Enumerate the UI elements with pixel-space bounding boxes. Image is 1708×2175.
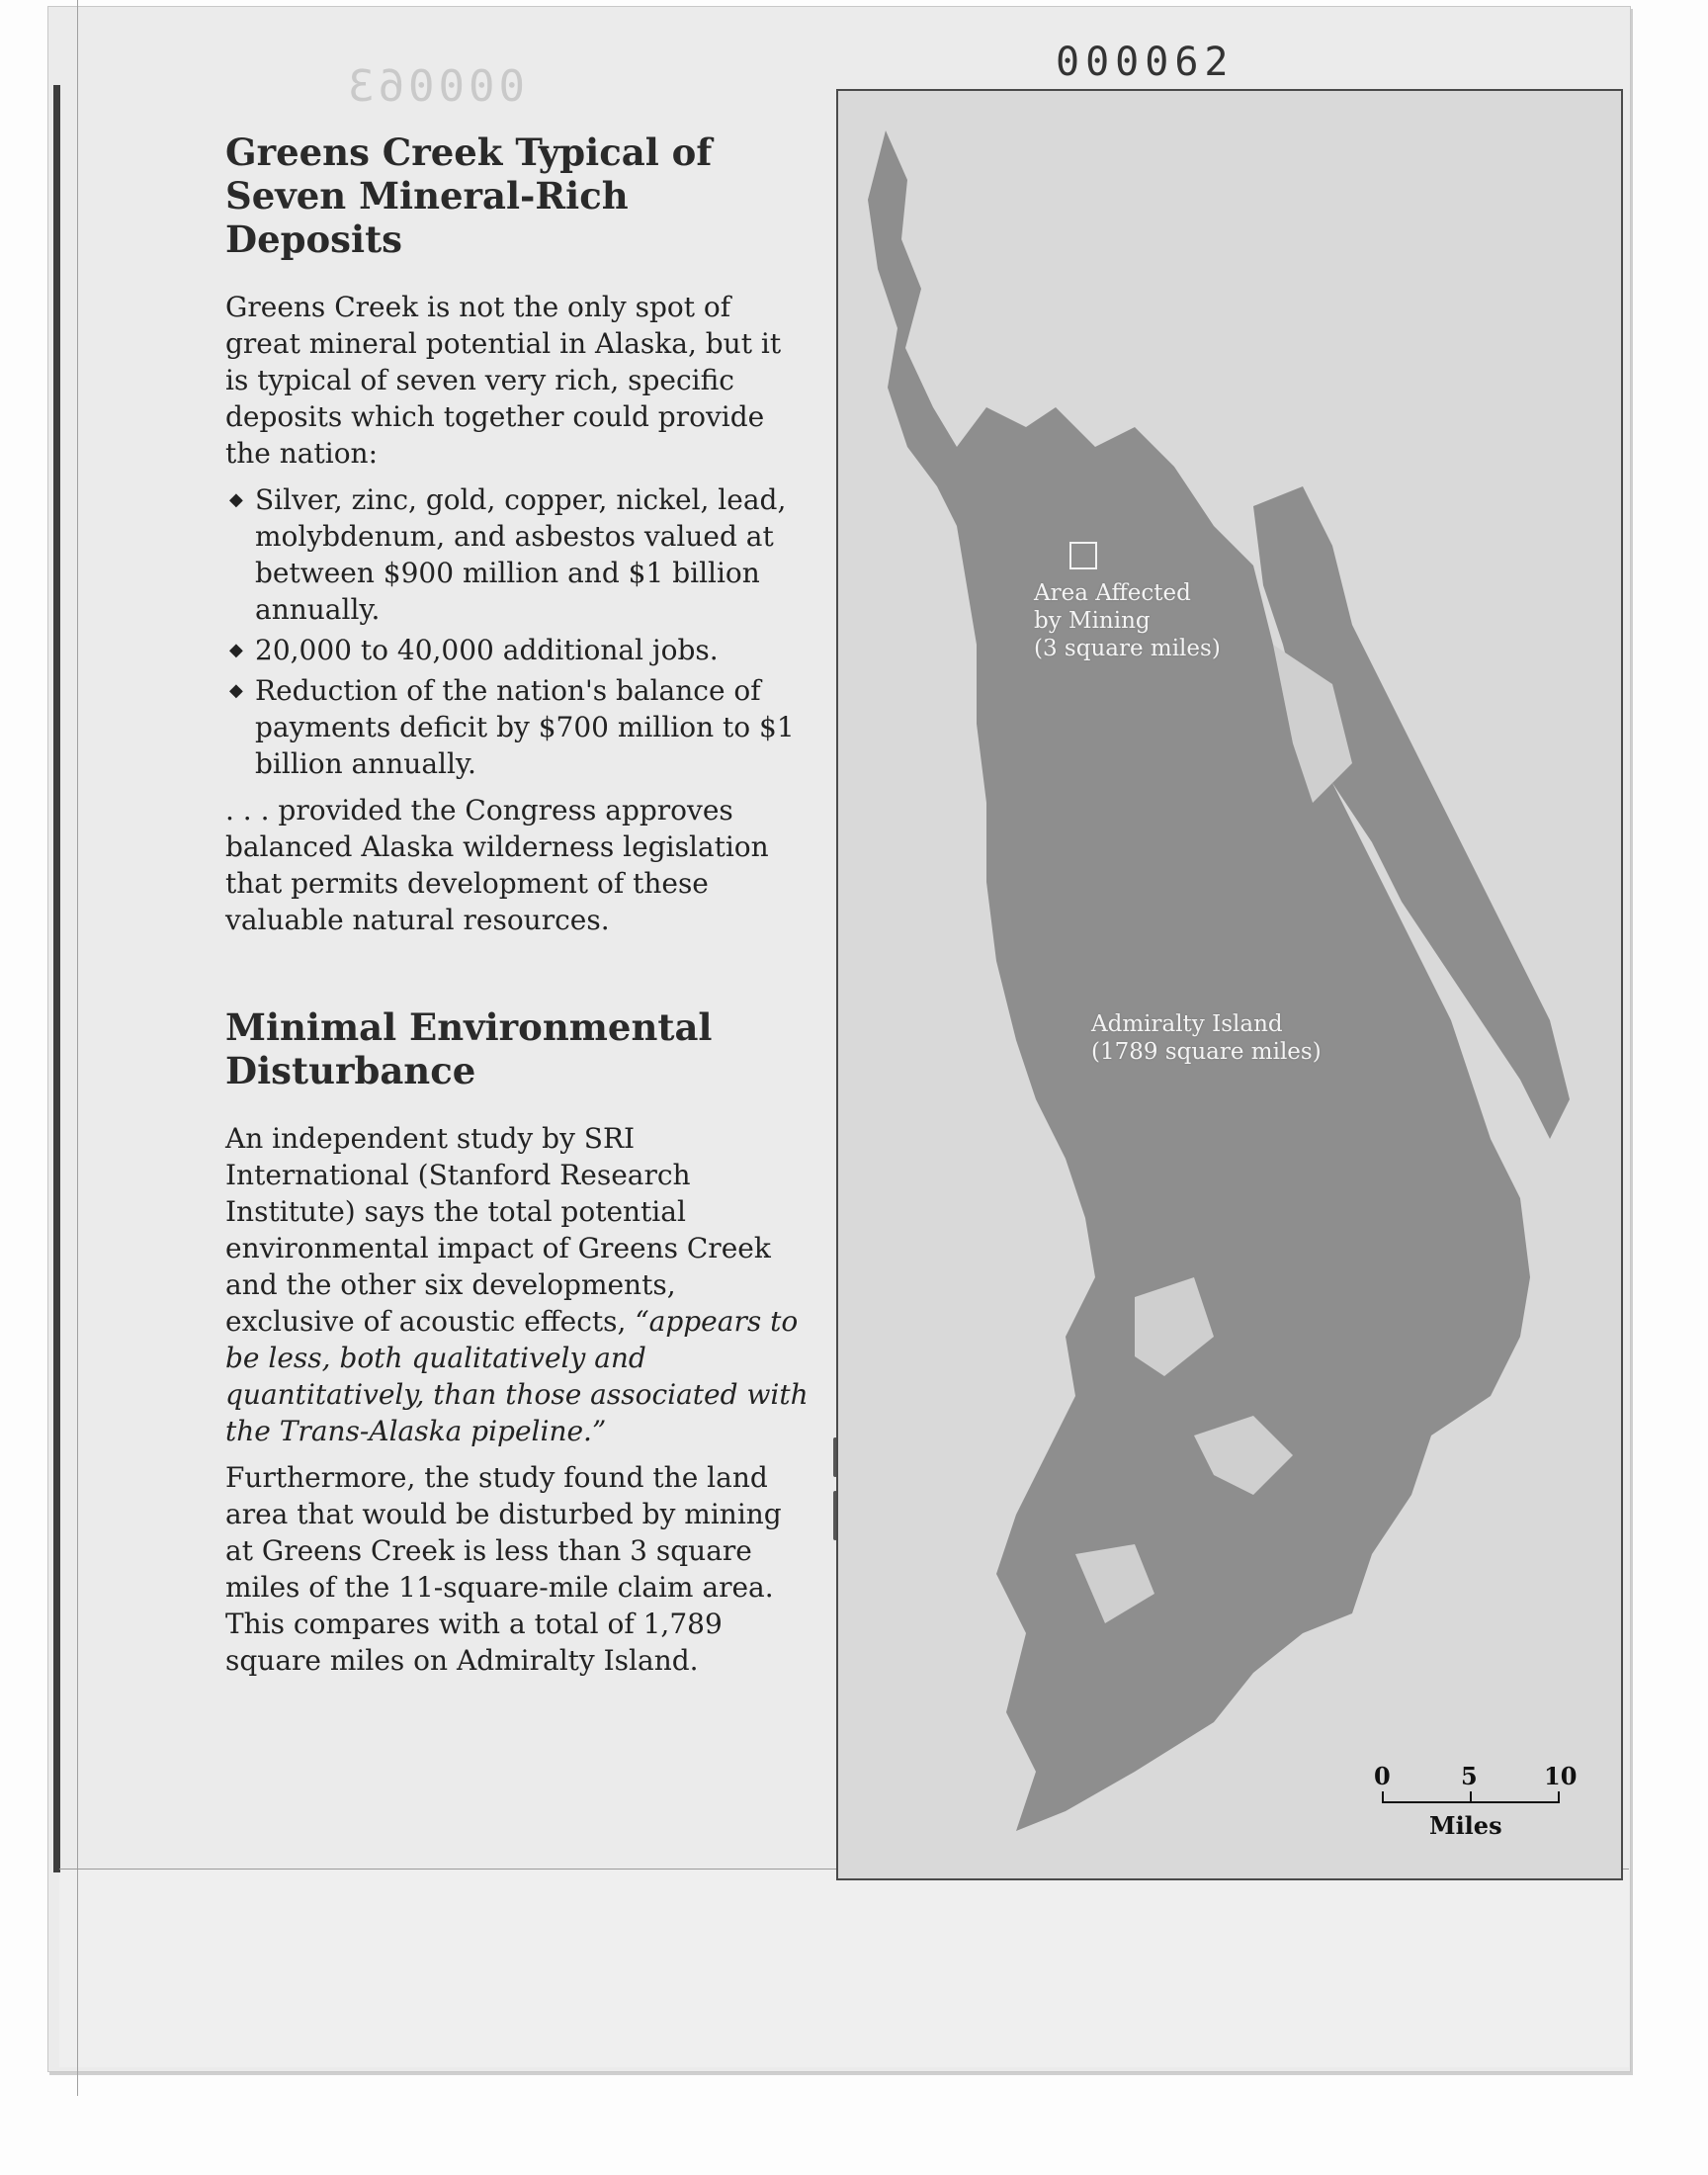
study-text: An independent study by SRI International (Stanford Research Institute) says the total potential environmental impact of Greens Creek and the other six developments, exclusive of acoustic effects, [225,1122,771,1338]
scale-tick-label: 10 [1544,1762,1578,1790]
island-landmass [868,130,1530,1831]
scale-tick-label: 5 [1461,1762,1478,1790]
sri-study-paragraph [225,1120,809,1449]
diamond-bullet-icon: ◆ [229,680,243,701]
faint-stamp-number: 000063 [344,61,525,112]
page-lower-margin [59,1870,1629,2067]
label-line: Area Affected [1034,580,1191,606]
island-label [1091,1010,1322,1066]
land-area-paragraph: Furthermore, the study found the land area that would be disturbed by mining at Greens Creek is less than 3 square miles of the 11-square-mile claim area. This compares with a total of 1,789 square miles on Admiralty Island. [225,1461,782,1677]
scale-tick-label: 0 [1374,1762,1391,1790]
list-item [225,632,809,668]
intro-paragraph: Greens Creek is not the only spot of great mineral potential in Alaska, but it is typical of seven very rich, specific deposits which together could provide the nation: [225,291,782,470]
list-item [225,481,809,628]
label-line: by Mining [1034,608,1151,634]
diamond-bullet-icon: ◆ [229,489,243,510]
benefit-list [225,481,809,782]
scale-tick [1558,1791,1560,1803]
text-column [225,130,809,1689]
island-shape [838,91,1621,1878]
diamond-bullet-icon: ◆ [229,640,243,660]
admiralty-island-map [836,89,1623,1880]
binding-edge [53,85,60,1872]
heading-line: Minimal Environmental [225,1005,713,1049]
scale-unit: Miles [1429,1811,1502,1840]
mining-area-marker [1069,542,1097,569]
closing-paragraph: . . . provided the Congress approves balanced Alaska wilderness legislation that permits development of these valuable natural resources. [225,794,769,936]
scale-tick [1470,1791,1472,1803]
label-line: Admiralty Island [1091,1011,1283,1037]
mining-area-label [1034,579,1221,662]
section-heading-greens-creek [225,130,809,261]
scale-tick [1382,1791,1384,1803]
list-item-text: Silver, zinc, gold, copper, nickel, lead, molybdenum, and asbestos valued at between $900 million and $1 billion annually. [255,483,787,626]
list-item-text: Reduction of the nation's balance of payments deficit by $700 million to $1 billion annually. [255,674,795,780]
heading-line: Disturbance [225,1049,476,1092]
page-number-stamp: 000062 [1056,40,1235,85]
heading-line: Greens Creek Typical of [225,130,713,174]
margin-rule [77,0,78,2096]
list-item-text: 20,000 to 40,000 additional jobs. [255,634,719,666]
scale-bar [1372,1762,1589,1851]
section-heading-environmental [225,1005,809,1092]
study-quote: “appears to be less, both qualitatively and quantitatively, than those associated with the Trans-Alaska pipeline.” [225,1305,809,1447]
label-line: (3 square miles) [1034,636,1221,661]
list-item [225,672,809,782]
heading-line: Seven Mineral-Rich Deposits [225,174,629,261]
label-line: (1789 square miles) [1091,1039,1322,1065]
